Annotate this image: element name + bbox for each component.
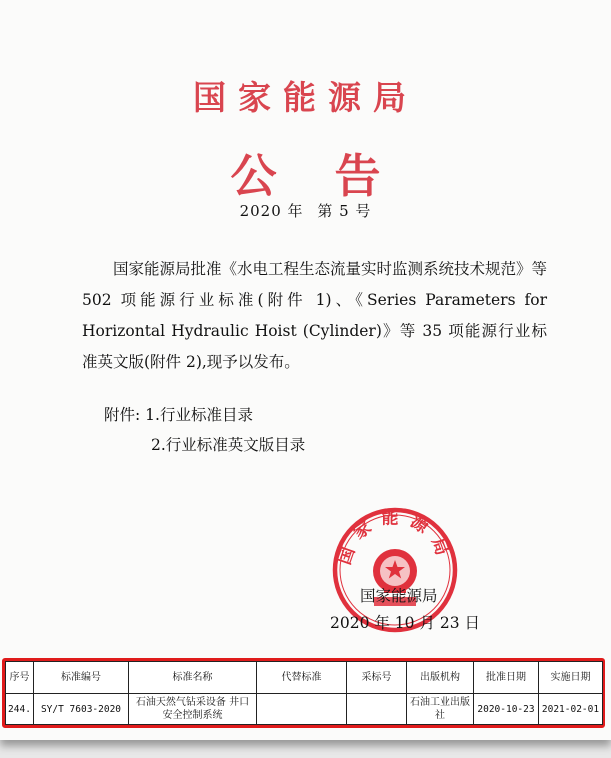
cell-replaced-standard (257, 694, 347, 725)
document-year: 2020 年 (239, 202, 304, 220)
standards-table-highlight (2, 658, 605, 728)
header-seq: 序号 (6, 662, 34, 694)
attachments-label: 附件: (104, 406, 141, 424)
issuer-signature: 国家能源局 (360, 587, 438, 605)
notice-body: 国家能源局批准《水电工程生态流量实时监测系统技术规范》等 502 项能源行业标准(附件 1)、《Series Parameters for Horizontal Hydraulic Hoist (Cylinder)》等 35 项能源行业标准英文版(附件 2),现予以发布。 (82, 260, 548, 371)
seal-text: 国家能源局 (334, 508, 456, 568)
agency-title: 国家能源局 (193, 78, 418, 117)
header-publisher: 出版机构 (407, 662, 474, 694)
table-row (6, 694, 603, 725)
document-number (0, 200, 611, 221)
header-approval-date: 批准日期 (474, 662, 539, 694)
header-standard-number: 标准编号 (34, 662, 129, 694)
header-standard-name: 标准名称 (129, 662, 257, 694)
attachment-1: 1.行业标准目录 (145, 406, 253, 424)
cell-adopted-number (347, 694, 407, 725)
header-replaced-standard: 代替标准 (257, 662, 347, 694)
table-header-row (6, 662, 603, 694)
cell-seq: 244. (6, 694, 34, 725)
attachment-2: 2.行业标准英文版目录 (151, 436, 306, 454)
standards-table (5, 661, 603, 725)
cell-publisher: 石油工业出版社 (407, 694, 474, 725)
cell-standard-name: 石油天然气钻采设备 井口安全控制系统 (129, 694, 257, 725)
notice-title: 公告 (230, 149, 439, 203)
attachments-list (104, 400, 305, 460)
cell-standard-number: SY/T 7603-2020 (34, 694, 129, 725)
cell-effective-date: 2021-02-01 (539, 694, 603, 725)
header-adopted-number: 采标号 (347, 662, 407, 694)
signing-date: 2020 年 10 月 23 日 (330, 614, 481, 632)
header-effective-date: 实施日期 (539, 662, 603, 694)
cell-approval-date: 2020-10-23 (474, 694, 539, 725)
document-issue-number: 第 5 号 (317, 202, 372, 220)
